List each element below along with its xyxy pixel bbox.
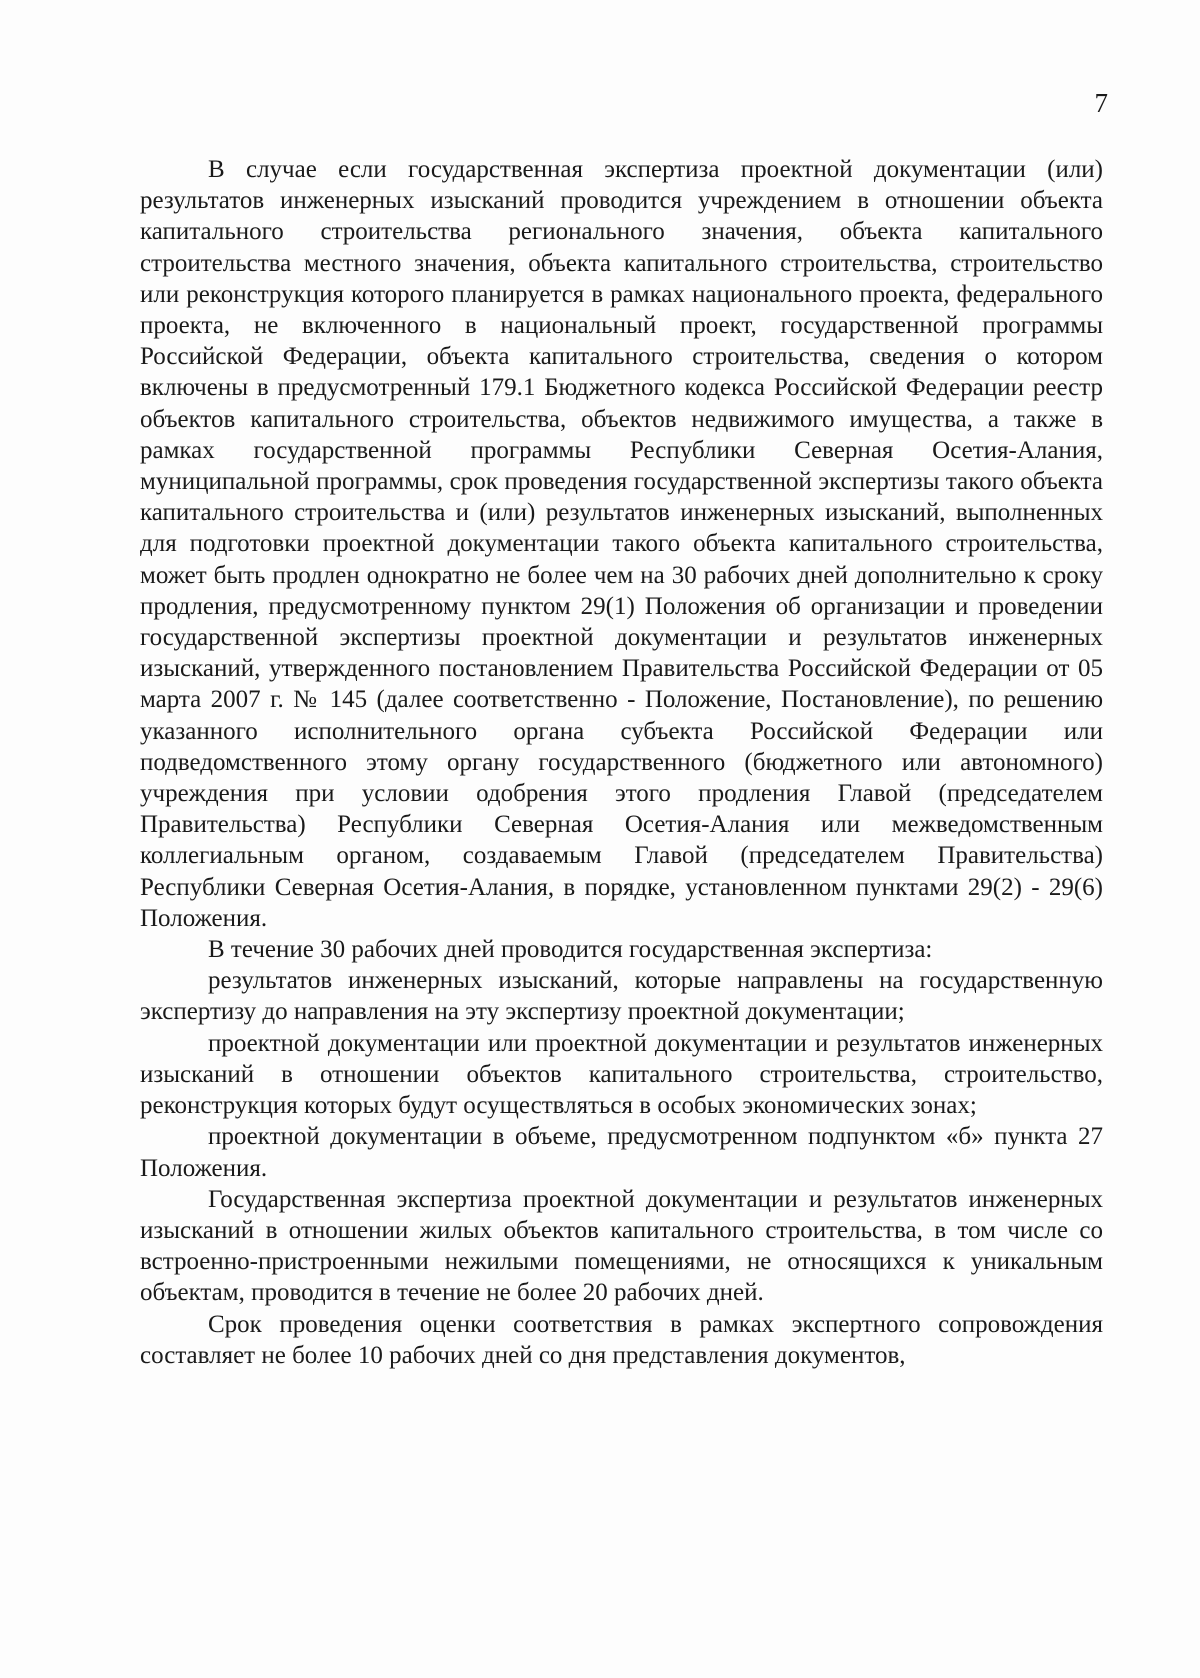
- paragraph-1: В случае если государственная экспертиза проектной документации (или) результатов инженерных изысканий проводится учреждением в отношении объекта капитального строительства регионального значения, объекта капитального строительства местного значения, объекта капитального строительства, строительство или реконструкция которого планируется в рамках национального проекта, федерального проекта, не включенного в национальный проект, государственной программы Российской Федерации, объекта капитального строительства, сведения о котором включены в предусмотренный 179.1 Бюджетного кодекса Российской Федерации реестр объектов капитального строительства, объектов недвижимого имущества, а также в рамках государственной программы Республики Северная Осетия-Алания, муниципальной программы, срок проведения государственной экспертизы такого объекта капитального строительства и (или) результатов инженерных изысканий, выполненных для подготовки проектной документации такого объекта капитального строительства, может быть продлен однократно не более чем на 30 рабочих дней дополнительно к сроку продления, предусмотренному пунктом 29(1) Положения об организации и проведении государственной экспертизы проектной документации и результатов инженерных изысканий, утвержденного постановлением Правительства Российской Федерации от 05 марта 2007 г. № 145 (далее соответственно - Положение, Постановление), по решению указанного исполнительного органа субъекта Российской Федерации или подведомственного этому органу государственного (бюджетного или автономного) учреждения при условии одобрения этого продления Главой (председателем Правительства) Республики Северная Осетия-Алания или межведомственным коллегиальным органом, создаваемым Главой (председателем Правительства) Республики Северная Осетия-Алания, в порядке, установленном пунктами 29(2) - 29(6) Положения.: [140, 156, 1103, 932]
- paragraph-5: проектной документации в объеме, предусмотренном подпунктом «б» пункта 27 Положения.: [140, 1123, 1103, 1182]
- paragraph-4: проектной документации или проектной документации и результатов инженерных изысканий в отношении объектов капитального строительства, строительство, реконструкция которых будут осуществляться в особых экономических зонах;: [140, 1029, 1103, 1120]
- document-body: [140, 154, 1103, 1371]
- paragraph-3: результатов инженерных изысканий, которые направлены на государственную экспертизу до направления на эту экспертизу проектной документации;: [140, 967, 1103, 1026]
- paragraph-6: Государственная экспертиза проектной документации и результатов инженерных изысканий в отношении жилых объектов капитального строительства, в том числе со встроенно-пристроенными нежилыми помещениями, не относящихся к уникальным объектам, проводится в течение не более 20 рабочих дней.: [140, 1185, 1103, 1307]
- paragraph-7: Срок проведения оценки соответствия в рамках экспертного сопровождения составляет не более 10 рабочих дней со дня представления документов,: [140, 1310, 1103, 1369]
- page-number: 7: [1094, 88, 1108, 118]
- paragraph-2: В течение 30 рабочих дней проводится государственная экспертиза:: [208, 936, 933, 964]
